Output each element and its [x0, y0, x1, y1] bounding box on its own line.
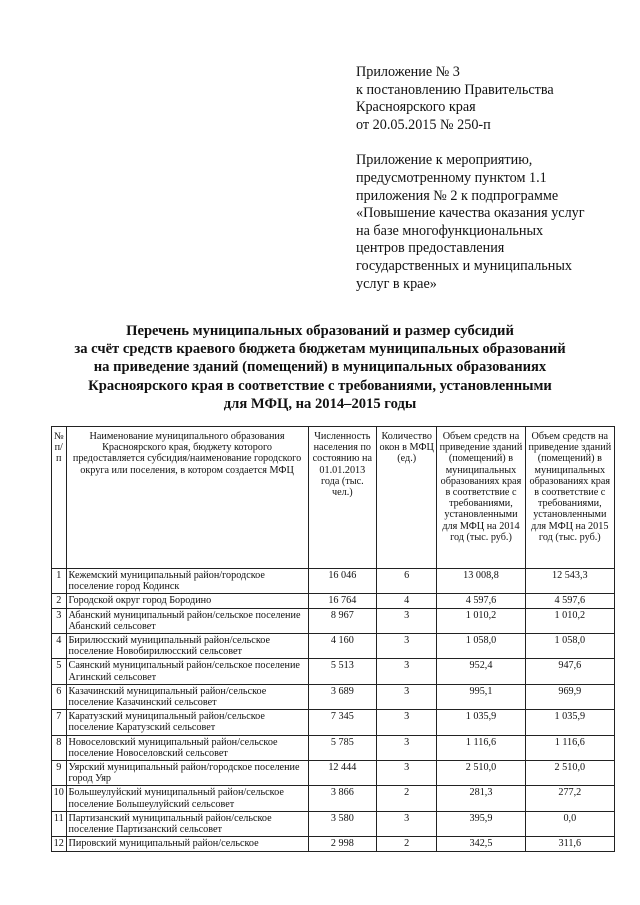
cell-number: 8: [52, 735, 67, 760]
table-row: [52, 594, 615, 608]
cell-volume-2014: 2 510,0: [437, 761, 525, 786]
cell-number: 1: [52, 569, 67, 594]
cell-windows: 3: [377, 684, 437, 709]
cell-volume-2015: 1 116,6: [525, 735, 614, 760]
title-line: Перечень муниципальных образований и размер субсидий: [126, 323, 514, 339]
cell-windows: 3: [377, 608, 437, 633]
table-row: [52, 837, 615, 852]
cell-population: 7 345: [308, 710, 377, 735]
appendix-line: государственных и муниципальных: [356, 257, 572, 274]
cell-volume-2014: 13 008,8: [437, 569, 525, 594]
appendix-line: на базе многофункциональных: [356, 222, 544, 239]
cell-volume-2015: 4 597,6: [525, 594, 614, 608]
cell-windows: 3: [377, 811, 437, 836]
cell-number: 10: [52, 786, 67, 811]
title-line: Красноярского края в соответствие с требованиями, установленными: [88, 377, 552, 394]
cell-name: Уярский муниципальный район/городское поселение город Уяр: [66, 761, 308, 786]
cell-volume-2015: 947,6: [525, 659, 614, 684]
cell-windows: 3: [377, 761, 437, 786]
table-row: [52, 710, 615, 735]
table-row: [52, 811, 615, 836]
cell-volume-2014: 1 116,6: [437, 735, 525, 760]
appendix-line: центров предоставления: [356, 240, 505, 257]
header-cell-name: Наименование муниципального образования Красноярского края, бюджету которого предоставляется субсидия/наименование городского округа или поселения, в котором создается МФЦ: [66, 427, 308, 569]
table-header: [52, 427, 615, 569]
cell-number: 5: [52, 659, 67, 684]
header-cell-number: № п/п: [52, 427, 67, 569]
title-line: за счёт средств краевого бюджета бюджетам муниципальных образований: [74, 341, 566, 358]
cell-volume-2015: 969,9: [525, 684, 614, 709]
cell-volume-2014: 395,9: [437, 811, 525, 836]
cell-name: Партизанский муниципальный район/сельское поселение Партизанский сельсовет: [66, 811, 308, 836]
cell-number: 6: [52, 684, 67, 709]
cell-volume-2015: 311,6: [525, 837, 614, 852]
cell-name: Саянский муниципальный район/сельское поселение Агинский сельсовет: [66, 659, 308, 684]
cell-name: Каратузский муниципальный район/сельское поселение Каратузский сельсовет: [66, 710, 308, 735]
cell-number: 11: [52, 811, 67, 836]
cell-population: 3 689: [308, 684, 377, 709]
cell-name: Бирилюсский муниципальный район/сельское поселение Новобирилюсский сельсовет: [66, 634, 308, 659]
cell-population: 12 444: [308, 761, 377, 786]
cell-population: 16 046: [308, 569, 377, 594]
appendix-line: Красноярского края: [356, 99, 476, 116]
table-body: [52, 569, 615, 852]
cell-population: 2 998: [308, 837, 377, 852]
cell-population: 16 764: [308, 594, 377, 608]
table-row: [52, 634, 615, 659]
appendix-line: к постановлению Правительства: [356, 81, 554, 98]
appendix-line: услуг в крае»: [356, 275, 437, 292]
cell-number: 12: [52, 837, 67, 852]
cell-volume-2014: 342,5: [437, 837, 525, 852]
cell-name: Городской округ город Бородино: [66, 594, 308, 608]
header-cell-volume-2014: Объем средств на приведение зданий (помещений) в муниципальных образованиях края в соответствие с требованиями, установленными для МФЦ на 2014 год (тыс. руб.): [437, 427, 525, 569]
cell-population: 3 580: [308, 811, 377, 836]
header-cell-windows: Количество окон в МФЦ (ед.): [377, 427, 437, 569]
table-row: [52, 761, 615, 786]
cell-number: 7: [52, 710, 67, 735]
cell-volume-2014: 995,1: [437, 684, 525, 709]
subsidy-table: [51, 426, 615, 852]
cell-windows: 3: [377, 710, 437, 735]
cell-number: 4: [52, 634, 67, 659]
cell-volume-2015: 2 510,0: [525, 761, 614, 786]
cell-volume-2014: 281,3: [437, 786, 525, 811]
table-row: [52, 684, 615, 709]
cell-name: Казачинский муниципальный район/сельское поселение Казачинский сельсовет: [66, 684, 308, 709]
table-row: [52, 608, 615, 633]
cell-volume-2015: 1 035,9: [525, 710, 614, 735]
cell-windows: 3: [377, 735, 437, 760]
cell-population: 5 513: [308, 659, 377, 684]
header-cell-population: Численность населения по состоянию на 01.01.2013 года (тыс. чел.): [308, 427, 377, 569]
cell-population: 4 160: [308, 634, 377, 659]
cell-volume-2014: 1 035,9: [437, 710, 525, 735]
table-row: [52, 659, 615, 684]
cell-volume-2014: 1 058,0: [437, 634, 525, 659]
cell-windows: 2: [377, 786, 437, 811]
title-line: для МФЦ, на 2014–2015 годы: [223, 395, 417, 412]
cell-windows: 3: [377, 634, 437, 659]
cell-volume-2014: 4 597,6: [437, 594, 525, 608]
cell-windows: 6: [377, 569, 437, 594]
spacer: [356, 134, 616, 152]
title-line: на приведение зданий (помещений) в муниципальных образованиях: [93, 359, 547, 376]
cell-volume-2015: 1 010,2: [525, 608, 614, 633]
cell-windows: 3: [377, 659, 437, 684]
appendix-line: от 20.05.2015 № 250-п: [356, 116, 491, 133]
cell-volume-2015: 277,2: [525, 786, 614, 811]
document-title: [40, 322, 600, 413]
cell-population: 3 866: [308, 786, 377, 811]
header-cell-volume-2015: Объем средств на приведение зданий (помещений) в муниципальных образованиях края в соответствие с требованиями, установленными для МФЦ на 2015 год (тыс. руб.): [525, 427, 614, 569]
appendix-line: «Повышение качества оказания услуг: [356, 205, 585, 222]
cell-volume-2014: 1 010,2: [437, 608, 525, 633]
cell-name: Новоселовский муниципальный район/сельское поселение Новоселовский сельсовет: [66, 735, 308, 760]
appendix-line: Приложение № 3: [356, 64, 460, 80]
cell-name: Кежемский муниципальный район/городское поселение город Кодинск: [66, 569, 308, 594]
table-row: [52, 786, 615, 811]
cell-volume-2015: 1 058,0: [525, 634, 614, 659]
cell-name: Большеулуйский муниципальный район/сельское поселение Большеулуйский сельсовет: [66, 786, 308, 811]
cell-population: 8 967: [308, 608, 377, 633]
cell-volume-2014: 952,4: [437, 659, 525, 684]
appendix-line: предусмотренному пунктом 1.1: [356, 169, 547, 186]
table-row: [52, 735, 615, 760]
cell-volume-2015: 12 543,3: [525, 569, 614, 594]
cell-number: 9: [52, 761, 67, 786]
cell-number: 2: [52, 594, 67, 608]
appendix-block: [356, 64, 616, 293]
cell-volume-2015: 0,0: [525, 811, 614, 836]
cell-population: 5 785: [308, 735, 377, 760]
appendix-line: приложения № 2 к подпрограмме: [356, 187, 559, 204]
cell-name: Абанский муниципальный район/сельское поселение Абанский сельсовет: [66, 608, 308, 633]
cell-windows: 4: [377, 594, 437, 608]
cell-number: 3: [52, 608, 67, 633]
appendix-line: Приложение к мероприятию,: [356, 152, 533, 169]
cell-windows: 2: [377, 837, 437, 852]
cell-name: Пировский муниципальный район/сельское: [66, 837, 308, 852]
table-row: [52, 569, 615, 594]
